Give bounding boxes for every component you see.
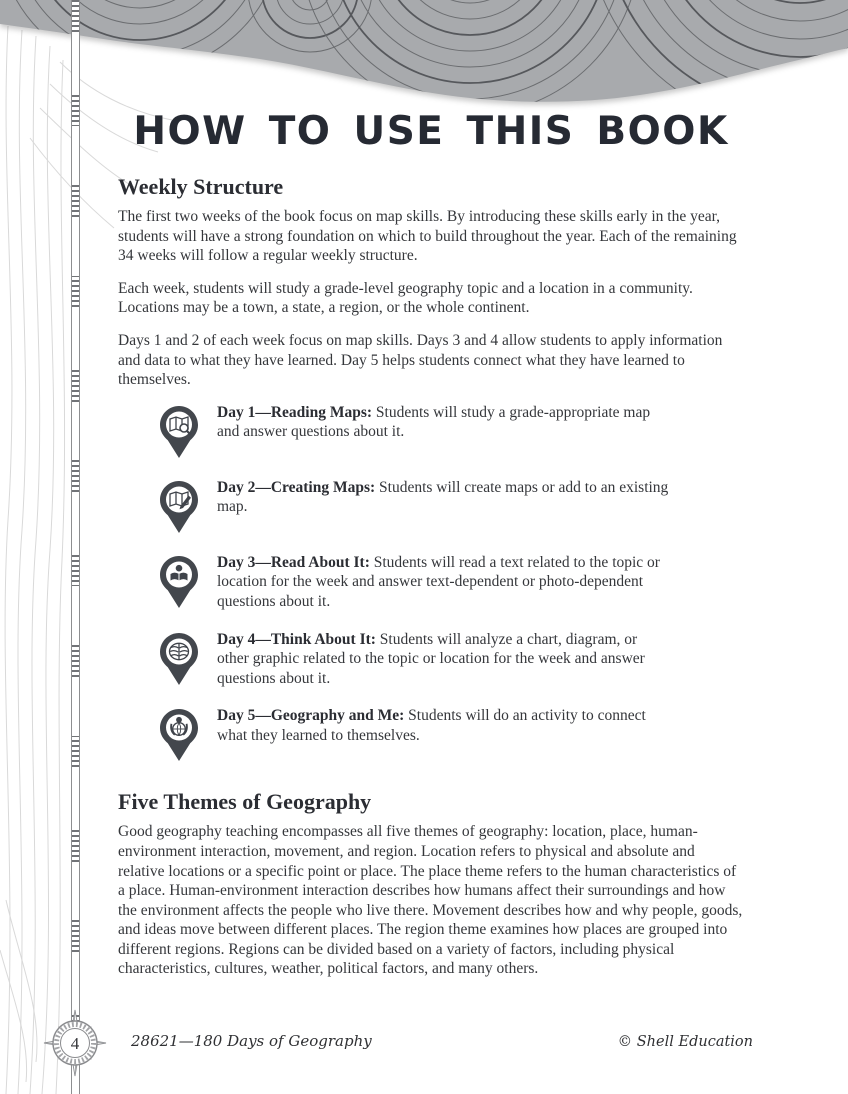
- day-label: Day 1—Reading Maps:: [217, 403, 373, 421]
- map-magnifier-pin-icon: [158, 404, 200, 460]
- compass-page-number: [42, 1008, 108, 1078]
- day-description: Students will do an activity to connect what they learned to themselves.: [217, 707, 646, 744]
- paragraph: Days 1 and 2 of each week focus on map skills. Days 3 and 4 allow students to apply information and data to what they have learned. Day 5 helps students connect what they have learned to themselves.: [118, 331, 723, 389]
- page-title: HOW TO USE THIS BOOK: [133, 109, 729, 154]
- day-label: Day 2—Creating Maps:: [217, 478, 376, 496]
- day-item: [158, 478, 744, 535]
- day-item: [158, 630, 744, 689]
- paragraph: Good geography teaching encompasses all five themes of geography: location, place, human-environment interaction, movement, and region. Location refers to physical and absolute and relative locations or a specific point or place. The place theme refers to the human characteristics of a place. Human-environment interaction describes how humans affect their surroundings and how the environment affects the people who live there. Movement describes how and why people, goods, and ideas move between different places. The region theme examines how places are grouped into different regions. Regions can be divided based on a variety of factors, including physical characteristics, cultures, weather, political factors, and many others.: [118, 823, 743, 978]
- paragraph: Each week, students will study a grade-level geography topic and a location in a community. Locations may be a town, a state, a region, or the whole continent.: [118, 279, 693, 317]
- person-globe-pin-icon: [158, 707, 200, 763]
- page-number: 4: [70, 1034, 80, 1053]
- day-description: Students will create maps or add to an existing map.: [217, 478, 669, 516]
- map-road-line-decoration: [71, 0, 80, 1094]
- brain-pin-icon: [158, 631, 200, 687]
- day-item: [158, 553, 744, 612]
- day-description: Students will read a text related to the topic or location for the week and answer text-dependent or photo-dependent questions about it.: [217, 553, 660, 610]
- section-heading-five-themes: Five Themes of Geography: [118, 789, 372, 815]
- section-heading-weekly-structure: Weekly Structure: [118, 174, 284, 199]
- copyright-footer: © Shell Education: [617, 1034, 753, 1050]
- day-item: [158, 403, 744, 460]
- page-content: [118, 110, 744, 992]
- day-description: Students will analyze a chart, diagram, or other graphic related to the topic or location for the week and answer questions about it.: [217, 630, 645, 687]
- person-reading-pin-icon: [158, 554, 200, 610]
- book-id-footer: 28621—180 Days of Geography: [131, 1032, 372, 1050]
- compass-rose-icon: [42, 1010, 107, 1076]
- day-label: Day 3—Read About It:: [217, 553, 370, 571]
- day-label: Day 5—Geography and Me:: [217, 707, 405, 725]
- day-item: [158, 706, 744, 763]
- day-description: Students will study a grade-appropriate map and answer questions about it.: [217, 403, 651, 441]
- paragraph: The first two weeks of the book focus on map skills. By introducing these skills early in the year, students will have a strong foundation on which to build throughout the year. Each of the remaining 34 weeks will follow a regular weekly structure.: [118, 208, 737, 265]
- map-pencil-pin-icon: [158, 479, 200, 535]
- day-label: Day 4—Think About It:: [217, 630, 376, 648]
